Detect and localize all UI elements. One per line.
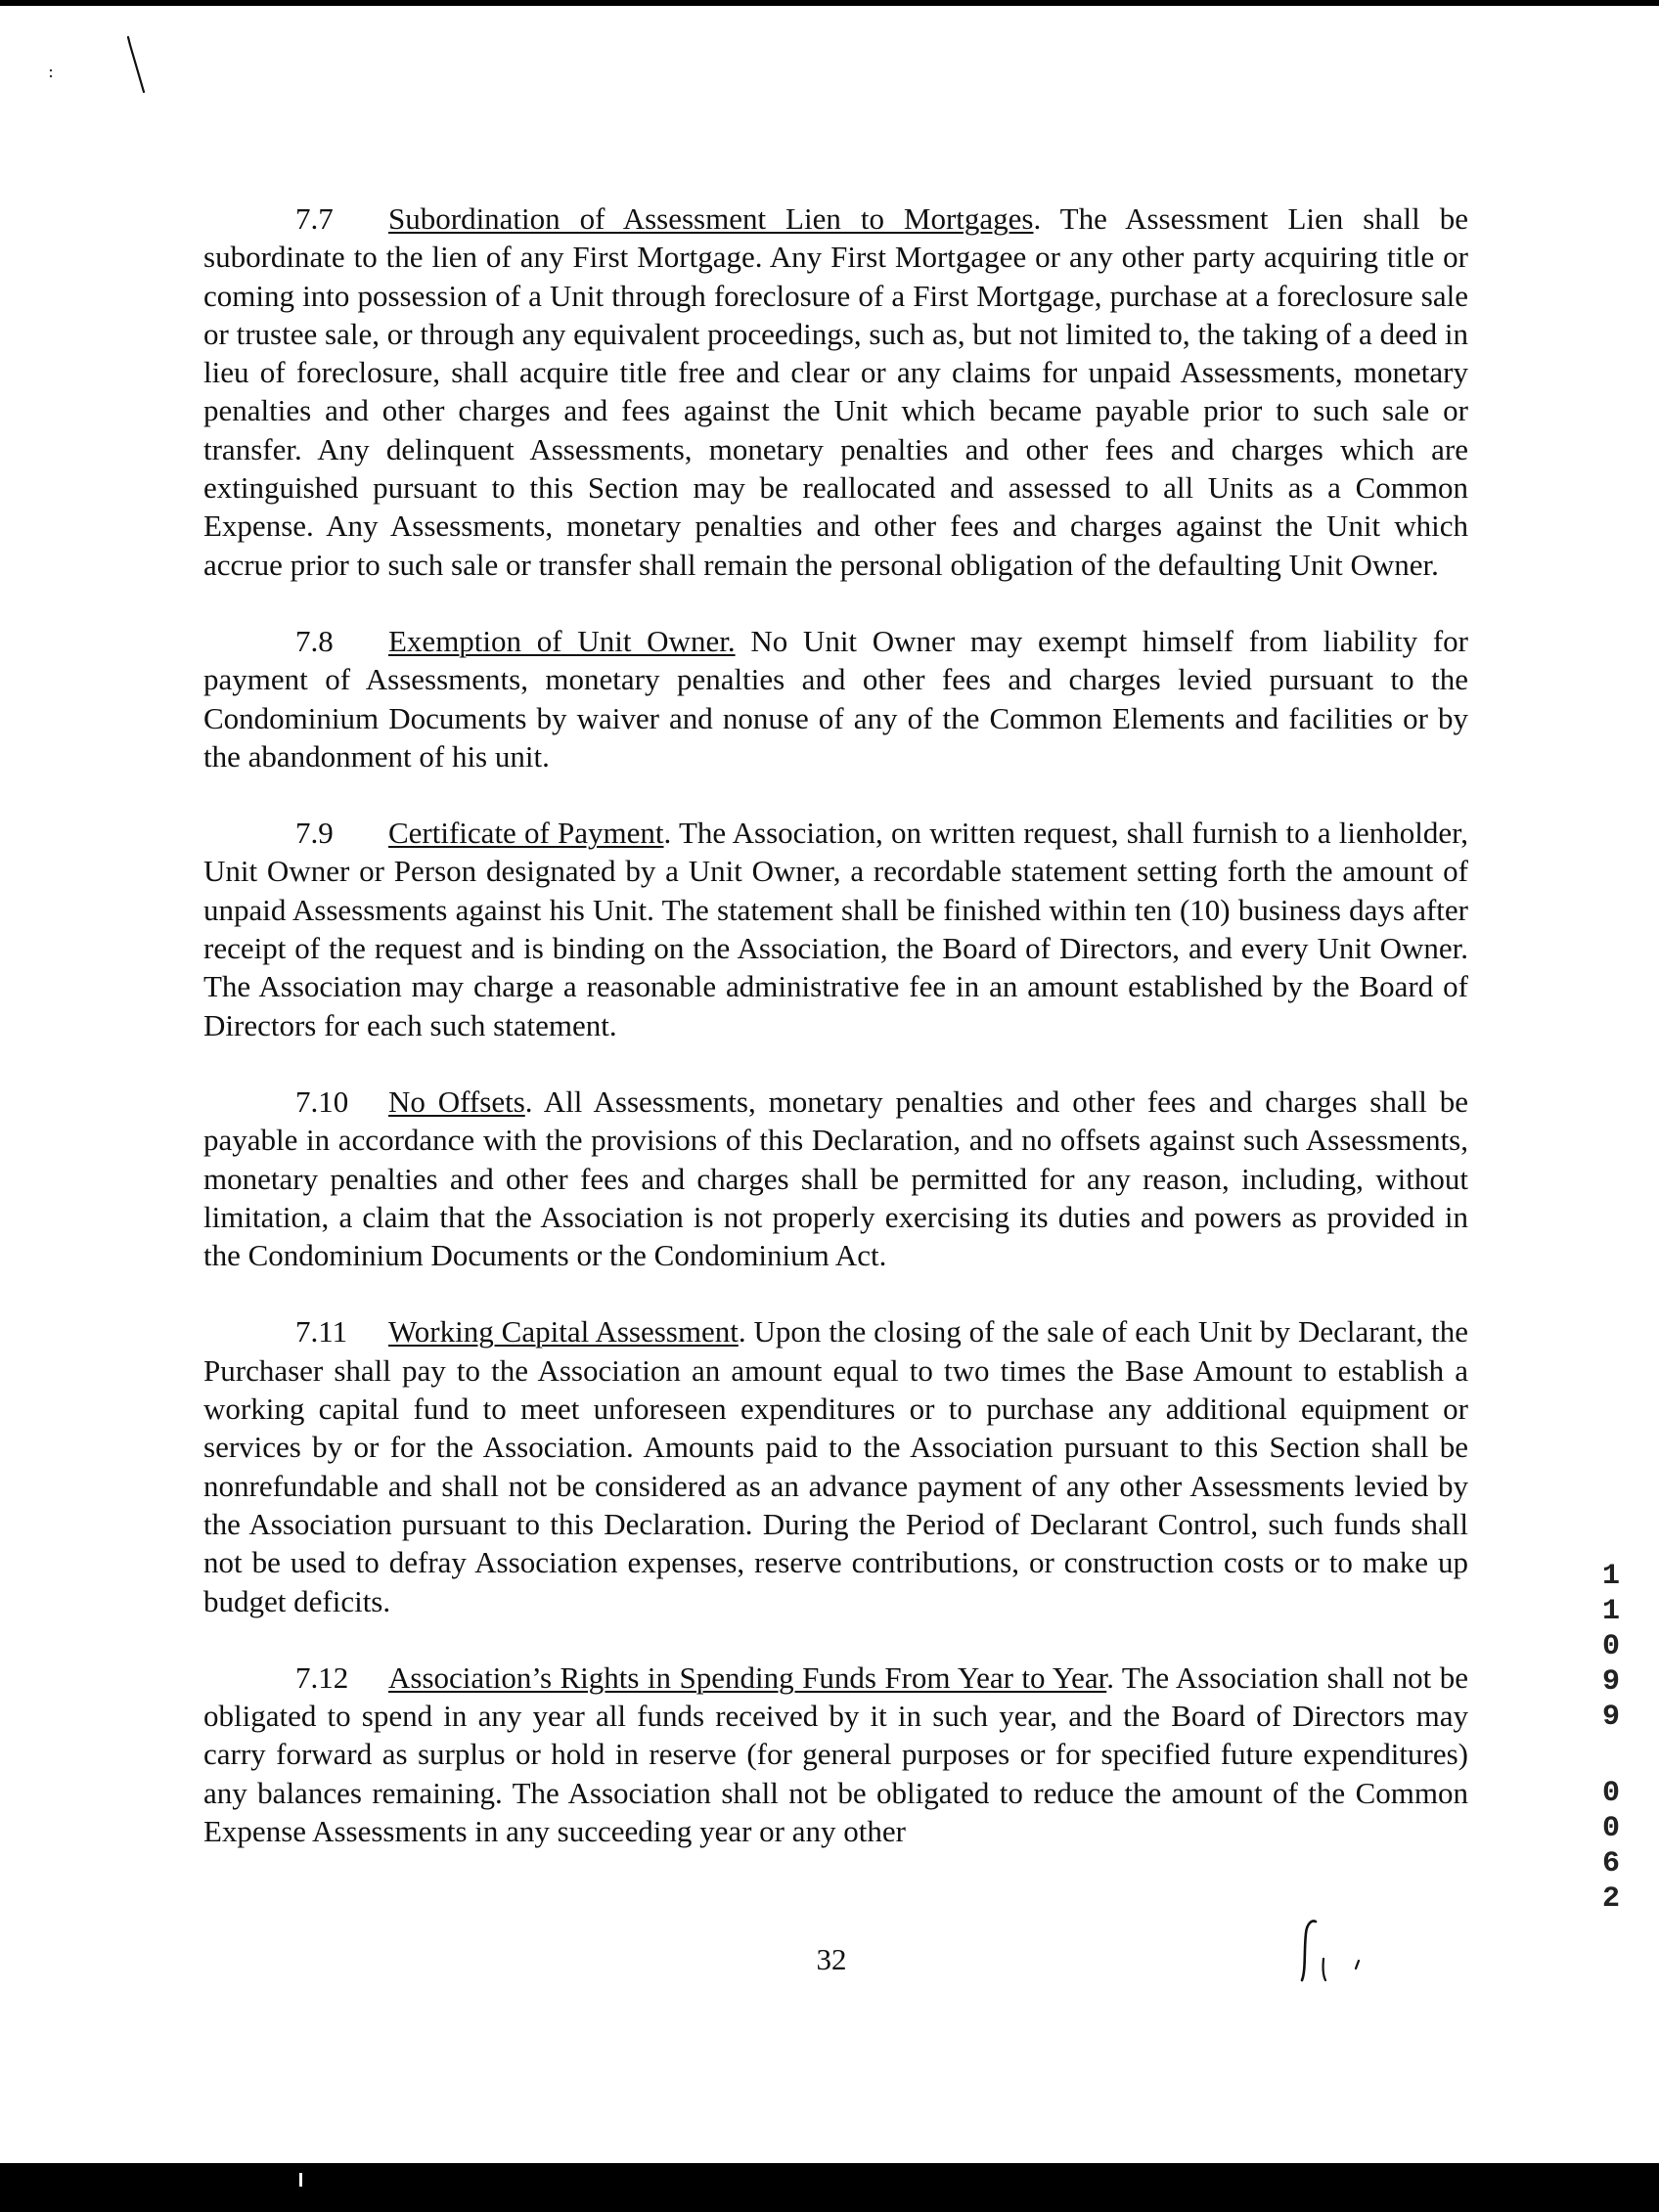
heading-punctuation: . <box>663 816 672 851</box>
scan-band-tick <box>299 2173 302 2187</box>
section-text: The Assessment Lien shall be subordinate to the lien of any First Mortgage. Any First Mortgagee or any other party acquiring title or coming into possession of a Unit through foreclosure of a First Mortgage, purchase at a foreclosure sale or trustee sale, or through any equivalent proceedings, such as, but not limited to, the taking of a deed in lieu of foreclosure, shall acquire title free and clear or any claims for unpaid Assessments, monetary penalties and other charges and fees against the Unit which became payable prior to such sale or transfer. Any delinquent Assessments, monetary penalties and other fees and charges which are extinguished pursuant to this Section may be reallocated and assessed to all Units as a Common Expense. Any Assessments, monetary penalties and other fees and charges against the Unit which accrue prior to such sale or transfer shall remain the personal obligation of the defaulting Unit Owner. <box>203 201 1468 582</box>
section-heading: Certificate of Payment <box>388 816 664 851</box>
section-7-8 <box>203 622 1468 775</box>
section-number: 7.11 <box>295 1314 348 1349</box>
stamp-digit: 9 <box>1601 1665 1620 1699</box>
section-number: 7.7 <box>295 201 334 236</box>
section-text: No Unit Owner may exempt himself from liability for payment of Assessments, monetary penalties and other fees and charges levied pursuant to the Condominium Documents by waiver and nonuse of any of the Common Elements and facilities or by the abandonment of his unit. <box>203 623 1468 774</box>
section-7-9 <box>203 814 1468 1044</box>
section-7-12 <box>203 1659 1468 1850</box>
section-7-10 <box>203 1083 1468 1274</box>
stamp-digit: 0 <box>1601 1630 1620 1663</box>
scan-top-edge <box>0 0 1659 6</box>
stamp-digit: 0 <box>1601 1777 1620 1810</box>
scan-stroke-mark <box>125 35 147 96</box>
recording-stamp <box>1594 1559 1628 1917</box>
section-heading: Exemption of Unit Owner. <box>388 623 736 658</box>
section-heading: Subordination of Assessment Lien to Mortgages <box>388 201 1034 236</box>
section-number: 7.8 <box>295 623 334 658</box>
page-number: 32 <box>816 1942 847 1976</box>
heading-punctuation: . <box>1106 1659 1114 1695</box>
stamp-digit: 1 <box>1601 1595 1620 1628</box>
stamp-digit: 6 <box>1601 1847 1620 1880</box>
section-number: 7.10 <box>295 1084 349 1119</box>
heading-punctuation: . <box>1033 201 1042 236</box>
scan-dot-mark <box>49 68 53 78</box>
section-heading: Association’s Rights in Spending Funds From Year to Year <box>388 1659 1107 1695</box>
handwritten-initials <box>1286 1912 1379 1990</box>
section-number: 7.9 <box>295 816 334 851</box>
stamp-digit: 9 <box>1601 1701 1620 1734</box>
stamp-digit: 0 <box>1601 1812 1620 1845</box>
section-text: Upon the closing of the sale of each Unit by Declarant, the Purchaser shall pay to the Association an amount equal to two times the Base Amount to establish a working capital fund to meet unforeseen expenditures or to purchase any additional equipment or services by or for the Association. Amounts paid to the Association pursuant to this Section shall be nonrefundable and shall not be considered as an advance payment of any other Assessments levied by the Association pursuant to this Declaration. During the Period of Declarant Control, such funds shall not be used to defray Association expenses, reserve contributions, or construction costs or to make up budget deficits. <box>203 1314 1468 1618</box>
section-7-11 <box>203 1312 1468 1619</box>
document-body <box>203 199 1468 1888</box>
section-text: All Assessments, monetary penalties and other fees and charges shall be payable in accordance with the provisions of this Declaration, and no offsets against such Assessments, monetary penalties and other fees and charges shall be permitted for any reason, including, without limitation, a claim that the Association is not properly exercising its duties and powers as provided in the Condominium Documents or the Condominium Act. <box>203 1084 1468 1273</box>
section-heading: No Offsets <box>388 1084 525 1119</box>
heading-punctuation: . <box>738 1314 746 1349</box>
heading-punctuation: . <box>524 1084 533 1119</box>
stamp-gap <box>1594 1735 1628 1776</box>
section-heading: Working Capital Assessment <box>388 1314 739 1349</box>
section-text: The Association shall not be obligated to spend in any year all funds received by it in such year, and the Board of Directors may carry forward as surplus or hold in reserve (for general purposes or for specified future expenditures) any balances remaining. The Association shall not be obligated to reduce the amount of the Common Expense Assessments in any succeeding year or any other <box>203 1659 1469 1848</box>
section-7-7 <box>203 199 1468 584</box>
section-number: 7.12 <box>295 1659 349 1695</box>
section-text: The Association, on written request, shall furnish to a lienholder, Unit Owner or Person designated by a Unit Owner, a recordable statement setting forth the amount of unpaid Assessments against his Unit. The statement shall be finished within ten (10) business days after receipt of the request and is binding on the Association, the Board of Directors, and every Unit Owner. The Association may charge a reasonable administrative fee in an amount established by the Board of Directors for each such statement. <box>203 816 1468 1042</box>
stamp-digit: 2 <box>1601 1882 1620 1916</box>
stamp-digit: 1 <box>1601 1560 1620 1593</box>
scan-bottom-edge <box>0 2163 1659 2212</box>
